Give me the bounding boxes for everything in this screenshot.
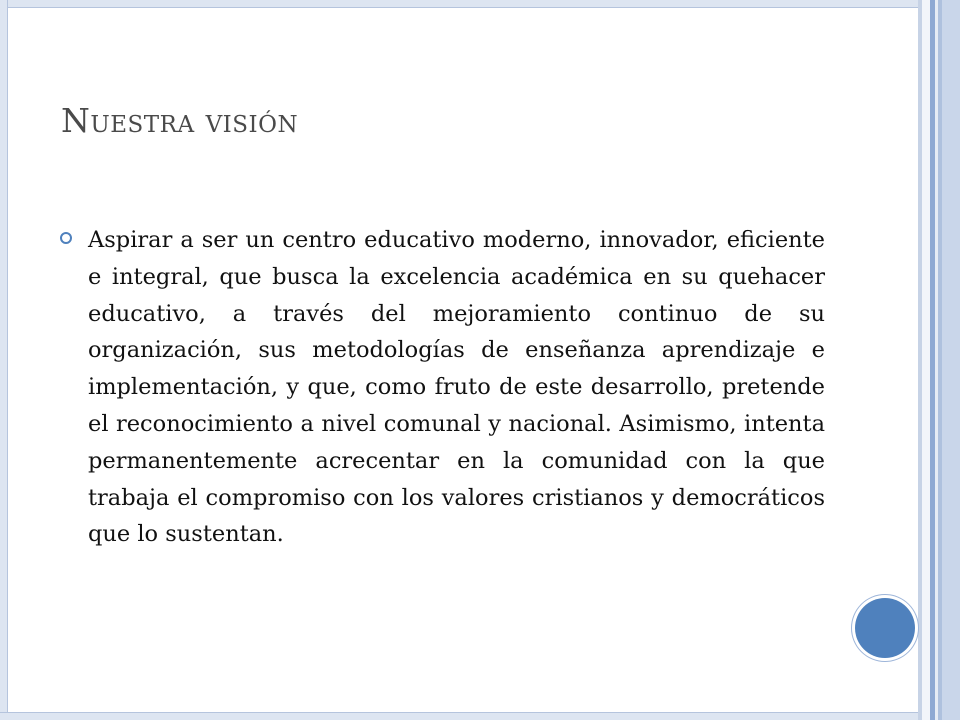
decorative-stripe (942, 0, 960, 720)
slide-border-top (0, 0, 918, 8)
slide-border-bottom (0, 712, 918, 720)
bullet-circle-icon (60, 232, 72, 244)
bullet-text: Aspirar a ser un centro educativo moderno, innovador, eficiente e integral, que busca la excelencia académica en su quehacer educativo, a través del mejoramiento continuo de su organización, sus metodologías de enseñanza aprendizaje e implementación, y que, como fruto de este desarrollo, pretende el reconocimiento a nivel comunal y nacional. Asimismo, intenta permanentemente acrecentar en la comunidad con la que trabaja el compromiso con los valores cristianos y democráticos que lo sustentan. (88, 227, 825, 548)
slide-title: Nuestra visión (61, 101, 299, 140)
decorative-circle-icon (855, 598, 915, 658)
bullet-item (60, 222, 825, 553)
slide-border-left (0, 0, 8, 720)
decorative-stripe (922, 0, 930, 720)
